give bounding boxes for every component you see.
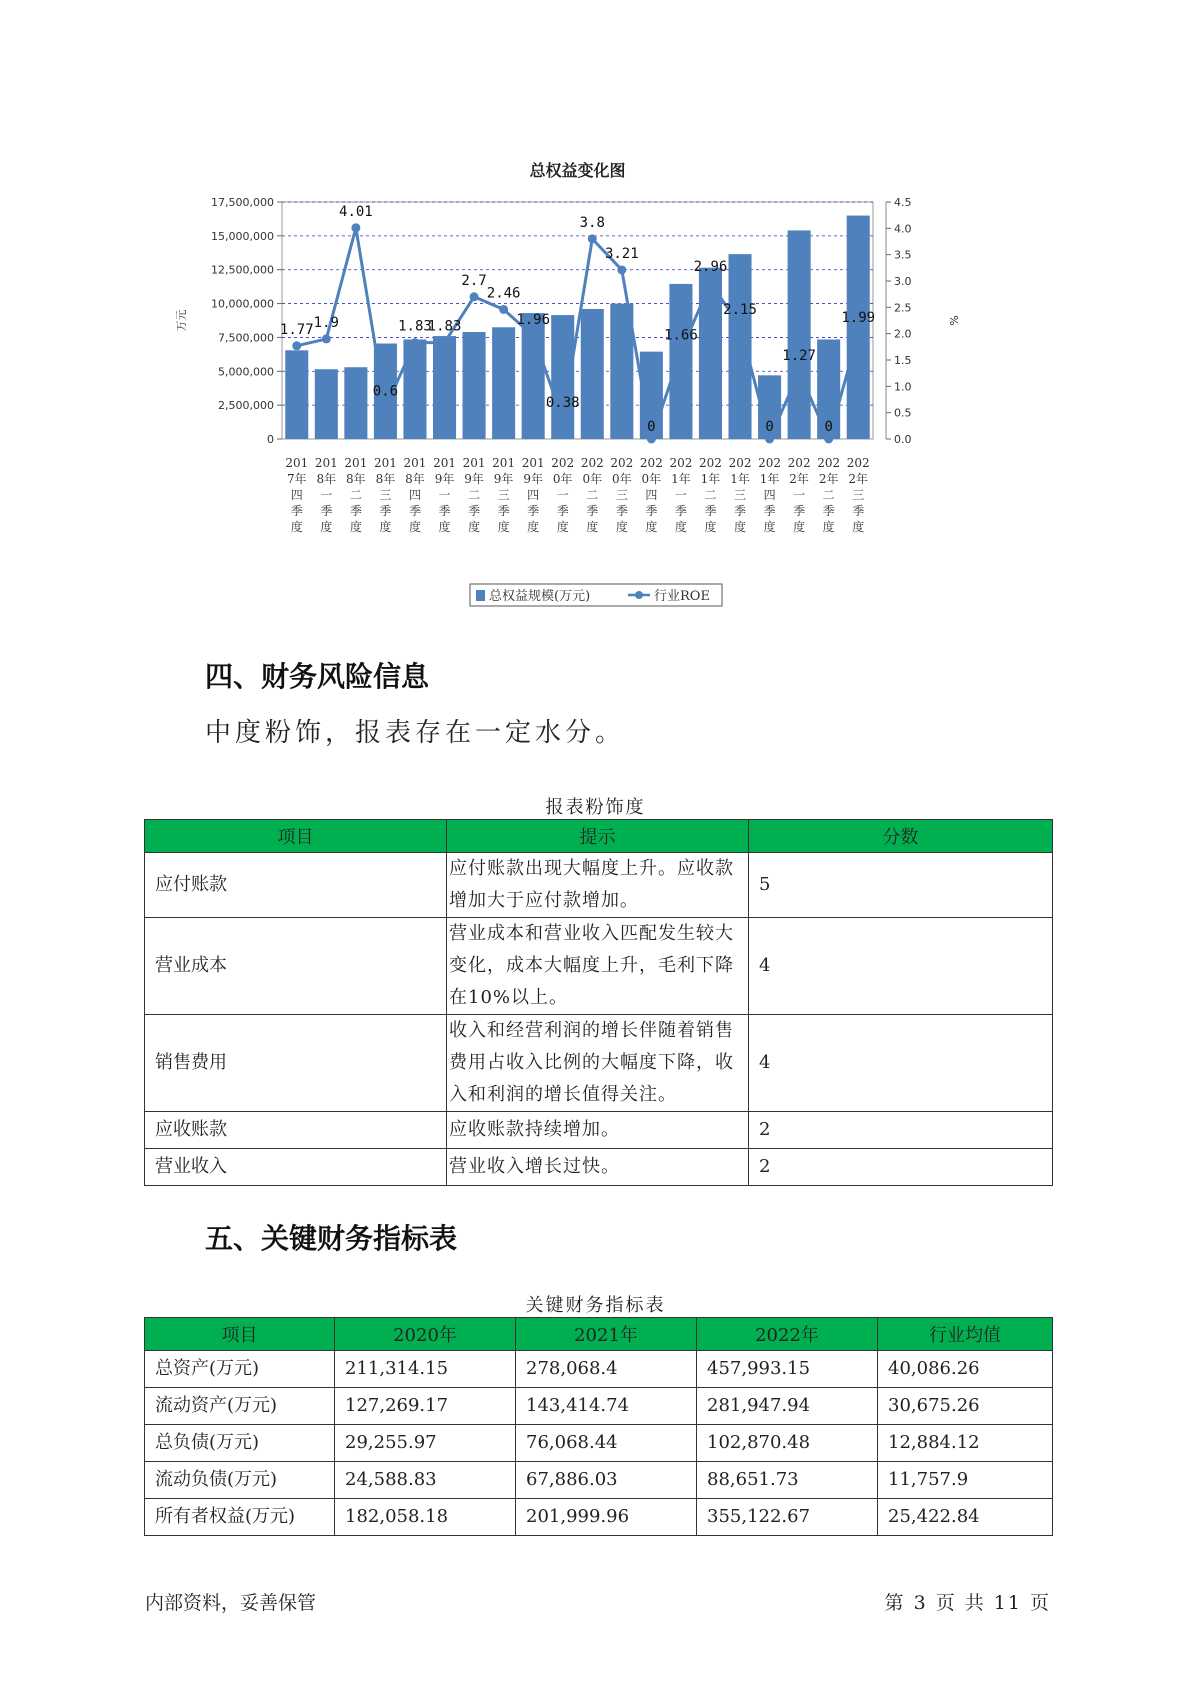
x-tick-label: 201 (344, 456, 368, 470)
y-right-tick-label: 3.5 (894, 248, 912, 262)
x-tick-label: 201 (462, 456, 486, 470)
kpi-value-2020: 127,269.17 (335, 1388, 516, 1425)
x-tick-label: 度 (527, 520, 540, 534)
risk-hint: 营业收入增长过快。 (447, 1149, 749, 1186)
x-tick-label: 四 (763, 488, 776, 502)
table-row (145, 918, 1053, 1015)
roe-data-label: 1.83 (398, 318, 432, 335)
roe-data-label: 2.15 (723, 301, 757, 318)
x-tick-label: 202 (580, 456, 604, 470)
roe-data-label: 2.7 (461, 272, 487, 289)
kpi-header-2021: 2021年 (516, 1318, 697, 1351)
x-tick-label: 度 (734, 520, 747, 534)
risk-item: 营业收入 (145, 1149, 447, 1186)
x-tick-label: 二 (468, 488, 481, 502)
x-tick-label: 0年 (641, 472, 662, 486)
risk-table (144, 819, 1053, 1186)
roe-data-label: 1.83 (427, 318, 462, 335)
x-tick-label: 季 (674, 504, 687, 518)
x-tick-label: 一 (438, 488, 451, 502)
risk-score: 5 (749, 853, 1053, 918)
x-tick-label: 三 (615, 488, 628, 502)
kpi-item: 流动负债(万元) (145, 1462, 335, 1499)
x-tick-label: 9年 (523, 472, 543, 486)
kpi-value-2022: 102,870.48 (697, 1425, 878, 1462)
x-tick-label: 度 (349, 520, 362, 534)
x-tick-label: 季 (320, 504, 333, 518)
x-tick-label: 度 (586, 520, 599, 534)
x-tick-label: 202 (669, 456, 693, 470)
x-tick-label: 9年 (464, 472, 484, 486)
x-tick-label: 2年 (848, 472, 869, 486)
kpi-value-2020: 182,058.18 (335, 1499, 516, 1536)
y-right-tick-label: 0.5 (894, 406, 912, 420)
x-tick-label: 一 (674, 488, 687, 502)
x-tick-label: 202 (639, 456, 663, 470)
roe-point (499, 305, 508, 314)
roe-data-label: 0.6 (372, 383, 399, 400)
x-tick-label: 202 (551, 456, 575, 470)
legend-line-marker (635, 591, 643, 599)
x-tick-label: 度 (379, 520, 392, 534)
x-tick-label: 度 (704, 520, 717, 534)
x-tick-label: 度 (408, 520, 421, 534)
x-tick-label: 三 (852, 488, 865, 502)
kpi-item: 所有者权益(万元) (145, 1499, 335, 1536)
y-right-tick-label: 2.0 (894, 327, 912, 341)
legend-bar-label: 总权益规模(万元) (489, 589, 591, 604)
roe-data-label: 1.27 (782, 348, 816, 365)
risk-score: 2 (749, 1149, 1053, 1186)
x-tick-label: 度 (645, 520, 658, 534)
kpi-value-2021: 76,068.44 (516, 1425, 697, 1462)
y-right-tick-label: 0.0 (894, 433, 912, 446)
y-left-tick-label: 17,500,000 (211, 196, 274, 209)
risk-table-caption: 报表粉饰度 (545, 797, 646, 818)
x-tick-label: 季 (734, 504, 747, 518)
y-left-tick-label: 10,000,000 (211, 297, 274, 311)
x-tick-label: 季 (556, 504, 569, 518)
bar (315, 369, 338, 439)
y-right-tick-label: 1.0 (894, 380, 912, 394)
risk-header-score: 分数 (749, 820, 1053, 853)
kpi-header-2020: 2020年 (335, 1318, 516, 1351)
x-tick-label: 二 (822, 488, 835, 502)
x-tick-label: 季 (527, 504, 540, 518)
roe-point (854, 330, 863, 339)
roe-data-label: 0 (647, 419, 656, 435)
x-tick-label: 三 (497, 488, 510, 502)
x-tick-label: 202 (758, 456, 782, 470)
risk-summary: 中度粉饰，报表存在一定水分。 (205, 718, 626, 748)
roe-data-label: 0.38 (545, 394, 580, 411)
roe-point (470, 292, 479, 301)
x-tick-label: 四 (645, 488, 658, 502)
table-row (145, 1112, 1053, 1149)
bar (788, 230, 811, 439)
kpi-header-item: 项目 (145, 1318, 335, 1351)
table-row (145, 1462, 1053, 1499)
roe-data-label: 0 (765, 419, 774, 435)
kpi-value-industry: 30,675.26 (878, 1388, 1053, 1425)
y-left-tick-label: 7,500,000 (218, 331, 274, 345)
roe-point (706, 279, 715, 288)
x-tick-label: 201 (492, 456, 516, 470)
risk-hint: 营业成本和营业收入匹配发生较大变化，成本大幅度上升，毛利下降在10%以上。 (447, 918, 749, 1015)
x-tick-label: 二 (349, 488, 362, 502)
y-left-tick-label: 5,000,000 (218, 365, 274, 379)
x-tick-label: 202 (817, 456, 841, 470)
kpi-value-2020: 24,588.83 (335, 1462, 516, 1499)
x-tick-label: 季 (497, 504, 510, 518)
roe-point (824, 435, 833, 444)
risk-item: 应付账款 (145, 853, 447, 918)
x-tick-label: 季 (586, 504, 599, 518)
x-tick-label: 季 (852, 504, 865, 518)
table-row (145, 853, 1053, 918)
kpi-value-2022: 457,993.15 (697, 1351, 878, 1388)
y-right-tick-label: 4.0 (894, 222, 912, 236)
x-tick-label: 度 (763, 520, 776, 534)
bar (492, 327, 515, 439)
risk-header-item: 项目 (145, 820, 447, 853)
kpi-value-2022: 88,651.73 (697, 1462, 878, 1499)
x-tick-label: 201 (403, 456, 427, 470)
kpi-item: 总资产(万元) (145, 1351, 335, 1388)
table-row (145, 1499, 1053, 1536)
roe-point (410, 338, 419, 347)
roe-data-label: 4.01 (339, 203, 373, 220)
roe-point (676, 347, 685, 356)
x-tick-label: 度 (793, 520, 806, 534)
kpi-value-industry: 40,086.26 (878, 1351, 1053, 1388)
bar (463, 332, 486, 439)
roe-data-label: 0 (824, 419, 833, 435)
x-tick-label: 一 (793, 488, 806, 502)
roe-data-label: 1.96 (516, 311, 551, 328)
roe-point (322, 334, 331, 343)
y-left-tick-label: 2,500,000 (218, 399, 274, 413)
x-tick-label: 度 (320, 520, 333, 534)
x-tick-label: 201 (521, 456, 545, 470)
roe-data-label: 2.46 (486, 285, 521, 302)
y-right-axis-label: % (947, 315, 960, 326)
x-tick-label: 四 (290, 488, 303, 502)
table-row (145, 1388, 1053, 1425)
y-left-tick-label: 0 (267, 433, 274, 446)
kpi-value-2021: 278,068.4 (516, 1351, 697, 1388)
x-tick-label: 季 (793, 504, 806, 518)
x-tick-label: 四 (527, 488, 540, 502)
x-tick-label: 202 (699, 456, 722, 470)
kpi-header-industry-avg: 行业均值 (878, 1318, 1053, 1351)
risk-hint: 收入和经营利润的增长伴随着销售费用占收入比例的大幅度下降，收入和利润的增长值得关注。 (447, 1015, 749, 1112)
risk-item: 销售费用 (145, 1015, 447, 1112)
x-tick-label: 二 (586, 488, 599, 502)
x-tick-label: 8年 (375, 472, 396, 486)
x-tick-label: 度 (822, 520, 835, 534)
x-tick-label: 201 (433, 456, 456, 470)
roe-data-label: 1.66 (664, 327, 698, 344)
roe-point (647, 435, 656, 444)
x-tick-label: 季 (704, 504, 717, 518)
kpi-item: 流动资产(万元) (145, 1388, 335, 1425)
x-tick-label: 8年 (316, 472, 337, 486)
x-tick-label: 2年 (818, 472, 839, 486)
bar (344, 367, 367, 439)
x-tick-label: 季 (763, 504, 776, 518)
x-tick-label: 度 (497, 520, 510, 534)
x-tick-label: 一 (556, 488, 569, 502)
y-right-tick-label: 3.0 (894, 275, 912, 288)
x-tick-label: 季 (438, 504, 451, 518)
x-tick-label: 四 (408, 488, 421, 502)
x-tick-label: 9年 (434, 472, 455, 486)
kpi-value-2022: 281,947.94 (697, 1388, 878, 1425)
risk-item: 营业成本 (145, 918, 447, 1015)
bar (581, 309, 604, 439)
roe-data-label: 1.9 (313, 314, 339, 331)
chart-title: 总权益变化图 (529, 161, 626, 180)
risk-score: 4 (749, 1015, 1053, 1112)
y-left-tick-label: 15,000,000 (211, 229, 274, 243)
roe-point (440, 338, 449, 347)
bar (285, 350, 308, 439)
kpi-value-industry: 11,757.9 (878, 1462, 1053, 1499)
x-tick-label: 201 (314, 456, 338, 470)
kpi-table-header-row (145, 1318, 1053, 1351)
risk-header-hint: 提示 (447, 820, 749, 853)
footer-confidential-note: 内部资料，妥善保管 (145, 1592, 317, 1614)
x-tick-label: 季 (379, 504, 392, 518)
x-tick-label: 0年 (582, 472, 603, 486)
risk-score: 4 (749, 918, 1053, 1015)
x-tick-label: 0年 (552, 472, 573, 486)
legend-line-label: 行业ROE (654, 589, 710, 604)
y-right-tick-label: 1.5 (894, 354, 912, 367)
x-tick-label: 8年 (346, 472, 366, 486)
y-right-tick-label: 4.5 (894, 196, 912, 209)
x-tick-label: 度 (615, 520, 628, 534)
x-tick-label: 度 (438, 520, 451, 534)
x-tick-label: 季 (349, 504, 362, 518)
x-tick-label: 季 (645, 504, 658, 518)
roe-point (351, 223, 360, 232)
risk-score: 2 (749, 1112, 1053, 1149)
kpi-value-2021: 143,414.74 (516, 1388, 697, 1425)
x-tick-label: 1年 (700, 472, 721, 486)
x-tick-label: 度 (674, 520, 687, 534)
kpi-value-2022: 355,122.67 (697, 1499, 878, 1536)
roe-point (765, 435, 774, 444)
equity-chart-svg (175, 160, 1025, 620)
y-left-axis-label: 万元 (175, 309, 188, 332)
x-tick-label: 度 (290, 520, 303, 534)
x-tick-label: 201 (373, 456, 397, 470)
risk-hint: 应收账款持续增加。 (447, 1112, 749, 1149)
footer-page-number: 第 3 页 共 11 页 (884, 1592, 1051, 1614)
section-5-heading: 五、关键财务指标表 (205, 1222, 458, 1255)
y-left-tick-label: 12,500,000 (211, 263, 274, 277)
x-tick-label: 二 (704, 488, 717, 502)
roe-data-label: 3.21 (604, 245, 639, 262)
y-right-tick-label: 2.5 (894, 301, 912, 315)
x-tick-label: 202 (610, 456, 634, 470)
kpi-value-2021: 67,886.03 (516, 1462, 697, 1499)
x-tick-label: 201 (285, 456, 309, 470)
x-tick-label: 三 (379, 488, 392, 502)
kpi-header-2022: 2022年 (697, 1318, 878, 1351)
x-tick-label: 度 (852, 520, 865, 534)
x-tick-label: 季 (822, 504, 835, 518)
x-tick-label: 季 (408, 504, 421, 518)
risk-item: 应收账款 (145, 1112, 447, 1149)
bar (847, 216, 870, 439)
x-tick-label: 202 (787, 456, 811, 470)
x-tick-label: 季 (615, 504, 628, 518)
roe-point (588, 234, 597, 243)
equity-chart (175, 160, 1025, 620)
x-tick-label: 9年 (493, 472, 514, 486)
roe-point (381, 403, 390, 412)
x-tick-label: 三 (734, 488, 747, 502)
kpi-item: 总负债(万元) (145, 1425, 335, 1462)
bar (403, 339, 426, 439)
bar (729, 254, 752, 439)
table-row (145, 1351, 1053, 1388)
bar (433, 336, 456, 439)
x-tick-label: 1年 (759, 472, 780, 486)
x-tick-label: 0年 (612, 472, 632, 486)
roe-point (558, 414, 567, 423)
table-row (145, 1425, 1053, 1462)
risk-table-header-row (145, 820, 1053, 853)
roe-point (292, 341, 301, 350)
x-tick-label: 度 (556, 520, 569, 534)
x-tick-label: 1年 (671, 472, 691, 486)
roe-data-label: 3.8 (579, 214, 605, 231)
x-tick-label: 1年 (730, 472, 750, 486)
x-tick-label: 202 (728, 456, 752, 470)
x-tick-label: 度 (468, 520, 481, 534)
kpi-table (144, 1317, 1053, 1536)
x-tick-label: 季 (290, 504, 303, 518)
roe-point (617, 265, 626, 274)
x-tick-label: 7年 (286, 472, 307, 486)
roe-data-label: 1.77 (279, 321, 314, 338)
roe-data-label: 2.96 (693, 259, 728, 276)
kpi-value-2020: 29,255.97 (335, 1425, 516, 1462)
kpi-value-2021: 201,999.96 (516, 1499, 697, 1536)
table-row (145, 1149, 1053, 1186)
kpi-value-2020: 211,314.15 (335, 1351, 516, 1388)
x-tick-label: 季 (468, 504, 481, 518)
x-tick-label: 202 (846, 456, 870, 470)
bar (669, 284, 692, 439)
roe-point (795, 368, 804, 377)
x-tick-label: 8年 (405, 472, 425, 486)
legend-bar-swatch (476, 590, 485, 601)
roe-point (736, 321, 745, 330)
kpi-table-caption: 关键财务指标表 (525, 1295, 666, 1316)
table-row (145, 1015, 1053, 1112)
kpi-value-industry: 12,884.12 (878, 1425, 1053, 1462)
x-tick-label: 2年 (789, 472, 809, 486)
section-4-heading: 四、财务风险信息 (205, 660, 430, 693)
x-tick-label: 一 (320, 488, 333, 502)
roe-point (529, 331, 538, 340)
roe-data-label: 1.99 (841, 310, 876, 327)
risk-hint: 应付账款出现大幅度上升。应收款增加大于应付款增加。 (447, 853, 749, 918)
kpi-value-industry: 25,422.84 (878, 1499, 1053, 1536)
